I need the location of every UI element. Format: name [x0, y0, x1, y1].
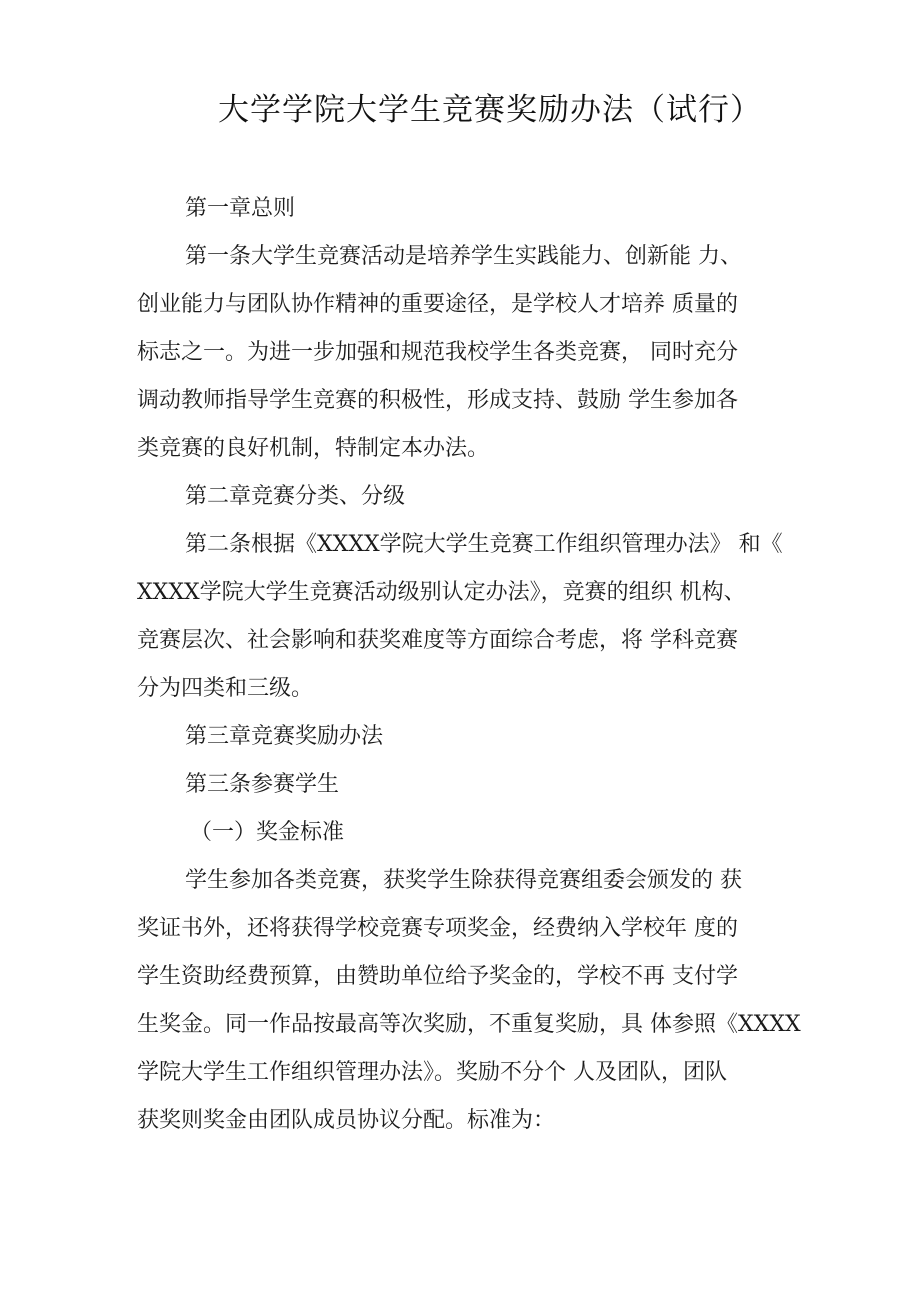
award-paragraph-line-2: 奖证书外，还将获得学校竞赛专项奖金，经费纳入学校年 度的 [137, 916, 738, 941]
award-paragraph-line-5: 学院大学生工作组织管理办法》。奖励不分个 人及团队，团队 [137, 1060, 727, 1085]
article-1-line-4: 调动教师指导学生竞赛的积极性，形成支持、鼓励 学生参加各 [137, 388, 738, 413]
award-paragraph-line-3: 学生资助经费预算，由赞助单位给予奖金的，学校不再 支付学 [137, 964, 738, 989]
article-1-line-2: 创业能力与团队协作精神的重要途径，是学校人才培养 质量的 [137, 292, 738, 317]
award-paragraph-line-1: 学生参加各类竞赛，获奖学生除获得竞赛组委会颁发的 获 [185, 868, 742, 893]
chapter-2-heading: 第二章竞赛分类、分级 [185, 484, 406, 509]
document-title: 大学学院大学生竞赛奖励办法（试行） [218, 92, 762, 128]
chapter-1-heading: 第一章总则 [185, 196, 296, 221]
award-paragraph-line-4: 生奖金。同一作品按最高等次奖励，不重复奖励，具 体参照《XXXX [137, 1012, 801, 1037]
article-2-line-4: 分为四类和三级。 [137, 676, 314, 701]
article-1-line-5: 类竞赛的良好机制，特制定本办法。 [137, 436, 490, 461]
chapter-3-heading: 第三章竞赛奖励办法 [185, 724, 384, 749]
article-2-line-2: XXXX学院大学生竞赛活动级别认定办法》，竞赛的组织 机构、 [137, 580, 746, 605]
award-paragraph-line-6: 获奖则奖金由团队成员协议分配。标准为： [137, 1108, 556, 1133]
article-1-line-1: 第一条大学生竞赛活动是培养学生实践能力、创新能 力、 [185, 244, 742, 269]
article-1-line-3: 标志之一。为进一步加强和规范我校学生各类竞赛， 同时充分 [137, 340, 738, 365]
article-3-heading: 第三条参赛学生 [185, 772, 340, 797]
article-2-line-1: 第二条根据《XXXX学院大学生竞赛工作组织管理办法》 和《 [185, 532, 783, 557]
article-2-line-3: 竞赛层次、社会影响和获奖难度等方面综合考虑，将 学科竞赛 [137, 628, 738, 653]
section-1-heading: （一）奖金标准 [190, 820, 345, 845]
